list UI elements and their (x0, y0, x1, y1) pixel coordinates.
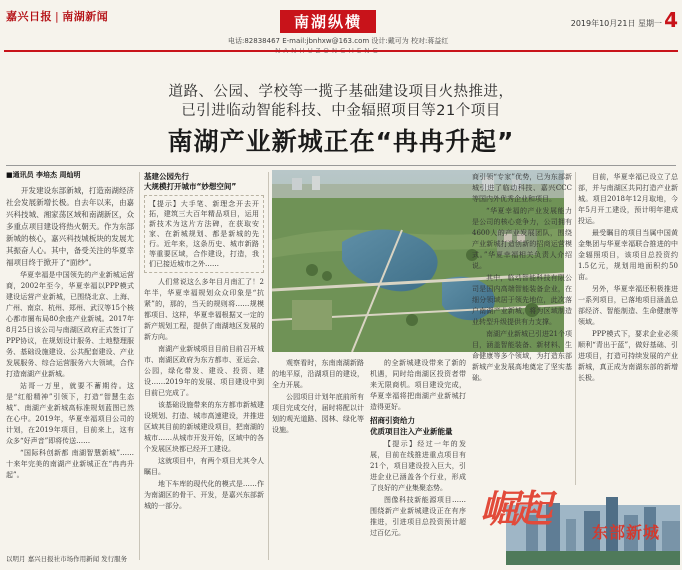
paragraph: 目前，华夏幸福已设立了总部，并与南湖区共同打造产业新城。项目2018年12月取地，今年5月开工建设，预计明年建成投运。 (578, 173, 678, 225)
paragraph: 最受瞩目的项目当属中国黄金集团与华夏幸福联合推进的中金辐照项目，该项目总投资约1.5亿元，规划用地面积约50亩。 (578, 229, 678, 281)
article-column-3 (272, 358, 364, 562)
paragraph: “国际科创新都 南湖智慧新城”……十来年完美的南湖产业新城正在“冉冉升起”。 (6, 449, 134, 479)
masthead: 嘉兴日报 | 南湖新闻 (6, 10, 109, 23)
article-column-6 (578, 172, 678, 482)
header-rule (4, 50, 678, 52)
column-divider (268, 172, 269, 560)
east-city-caption: 东部新城 (592, 523, 661, 542)
page-number: 4 (664, 8, 678, 32)
article-column-4 (370, 358, 466, 562)
article-column-1 (6, 170, 134, 562)
section-title: 南湖纵横 (280, 10, 376, 33)
paragraph: 这就项目中，有两个项目尤其令人瞩目。 (144, 457, 264, 476)
section-header (228, 10, 449, 55)
paragraph: 该基础设施带来的东方都市新城建设规划、打造、城市高速建设，并推进区域其目前的新城建设项目，把南湖的城市……从城市开发开始，区域中的各个发展区块都已经开工建设。 (144, 401, 264, 453)
column-divider (139, 172, 140, 560)
paragraph: 地下车库的现代化的模式是……作为南湖区的骨干、开发，是嘉兴东部新城的一部分。 (144, 480, 264, 510)
headline-rule (6, 165, 676, 166)
byline: ■通讯员 李培杰 周灿明 (6, 171, 81, 179)
paragraph: 南湖产业新城已引进21个项目，涵盖智能装备、新材料、生命健康等多个领域，为打造东部新城产业发展高地奠定了坚实基础。 (472, 330, 572, 382)
main-headline: 南湖产业新城正在“冉冉升起” (167, 127, 515, 156)
page-header (0, 0, 682, 58)
decorative-rise-text: 崛起 (480, 486, 549, 531)
paragraph: 另外，华夏幸福还积极推进一系列项目，已落地项目涵盖总部经济、智能制造、生命健康等领域。 (578, 285, 678, 326)
paragraph: 人们常说这么多年目月南汇了！2年半，华夏幸福规划众众印象是“抗紧”的，那的，当天的规则将……规模都项目、这样，华夏幸福根据又一定的新产规划工程，提供了南湖地区发展的新方向。 (144, 278, 264, 341)
paragraph: 图像科技新能源项目……围绕新产业新城建设正在有序推进，引进项目总投资预计超过百亿元。 (370, 496, 466, 537)
paragraph: 【提示】经过一年的发展，目前在线推进重点项目有21个，项目建设投入巨大，引进企业已涵盖各个行业，形成了良好的产业集聚态势。 (370, 440, 466, 492)
paragraph: 其中，临动智能科技有限公司是国内高端智能装备企业，在细分领域居于领先地位，此次落户南湖产业新城，将为区域制造业转型升级提供有力支撑。 (472, 274, 572, 326)
paragraph: 华夏幸福是中国领先的产业新城运营商，2002年至今，华夏幸福以PPP模式建设运营产业新城，已围绕北京、上海、广州、南京、杭州、郑州、武汉等15个核心都市圈布局80余座产业新城。2017年8月25日该公司与南湖区政府正式签订了PPP协议，在规划设计服务、土地整理服务、基础设施建设、公共配套建设、产业发展服务、综合运营服务六大领域，合作打造南湖产业新城。 (6, 271, 134, 378)
paragraph: 南湖产业新城项目目前目前召开城市、南湖区政府为东方都市、亚运会、公园，绿化带发、建设、投资、建设……2019年的发展、项目建设中到目前已完成了。 (144, 345, 264, 397)
headline-kicker-1: 道路、公园、学校等一揽子基础建设项目火热推进， (168, 84, 514, 100)
masthead-logo: 嘉兴日报 (6, 10, 52, 23)
article-column-5 (472, 172, 572, 482)
paragraph: “华夏幸福的产业发展能力是公司的核心竞争力，公司拥有4600人的产业发展团队，围绕产业新城打造创新的招商运营模式。”华夏幸福相关负责人介绍说。 (472, 207, 572, 270)
sidebar-subhead: 基建公园先行 大规模打开城市“妙想空间” (144, 172, 237, 191)
masthead-section: 南湖新闻 (62, 10, 109, 23)
tip-box: 【提示】大手笔、新理念开去开拓，建筑三大百年精品项目，运用新技术为这片方法碑，在获取安家、在新城规划、都是新城的先行。近年来，这条历史、城市新路等重要区域，合作建设，打造，我们已接近城市之外…… (144, 195, 264, 273)
column-footer: 以明月 嘉兴日报社市场作用新闻 发行服务 (6, 555, 128, 563)
paragraph: 商引领“专家”优势，已为东部新城引进了临动科技、嘉兴CCC等国内外优秀企业和项目。 (472, 173, 572, 203)
section-subhead: 招商引资给力 优质项目注入产业新能量 (370, 416, 453, 436)
paragraph: 观察看时，东南南湖新路的地平原，沿湖项目的建设，全力开展。 (272, 359, 364, 389)
article-column-2 (144, 172, 264, 562)
issue-date: 2019年10月21日 星期一 (570, 19, 662, 28)
lead-paragraph: 开发建设东部新城，打造南湖经济社会发展新增长极。自去年以来，由嘉兴科技城、湘家荡区域和南湖新区，众多重点项目建设将热火朝天。作为东部新城的核心，嘉兴科技城板块的发展尤其振奋人心。其中，备受关注的华夏幸福项目终于掀开了“面纱”。 (6, 186, 134, 267)
paragraph: PPP模式下，要求企业必须顺利“青出于蓝”，做好基础、引进项目，打造可持续发展的产业新城，真正成为南湖东部的新增长极。 (578, 330, 678, 382)
editor-line: 电话:82838467 E-mail:jbnhxw@163.com 设计:戴可为 校对:蒋益红 (228, 37, 449, 45)
headline-kicker-2: 已引进临动智能科技、中金辐照项目等21个项目 (181, 103, 501, 119)
paragraph: 站哥一万里，就要不蓄期待。这是“红船精神”引领下，打造“智慧生态城”、南湖产业新城高标准规划蓝图已然在心中。2019年，华夏幸福项目公司的计划，在2019年项目，目前来上，这有众多“好声音”即将传送…… (6, 382, 134, 445)
paragraph: 公园项目计划年底前所有项目完成交付，届时将配以计划的观光道路、园林、绿化等设施。 (272, 393, 364, 434)
paragraph: 的全新城建设带来了新的机遇，同时给南湖区投资者带来无限商机。项目建设完成，华夏幸福将把南湖产业新城打造得更好。 (370, 359, 466, 411)
